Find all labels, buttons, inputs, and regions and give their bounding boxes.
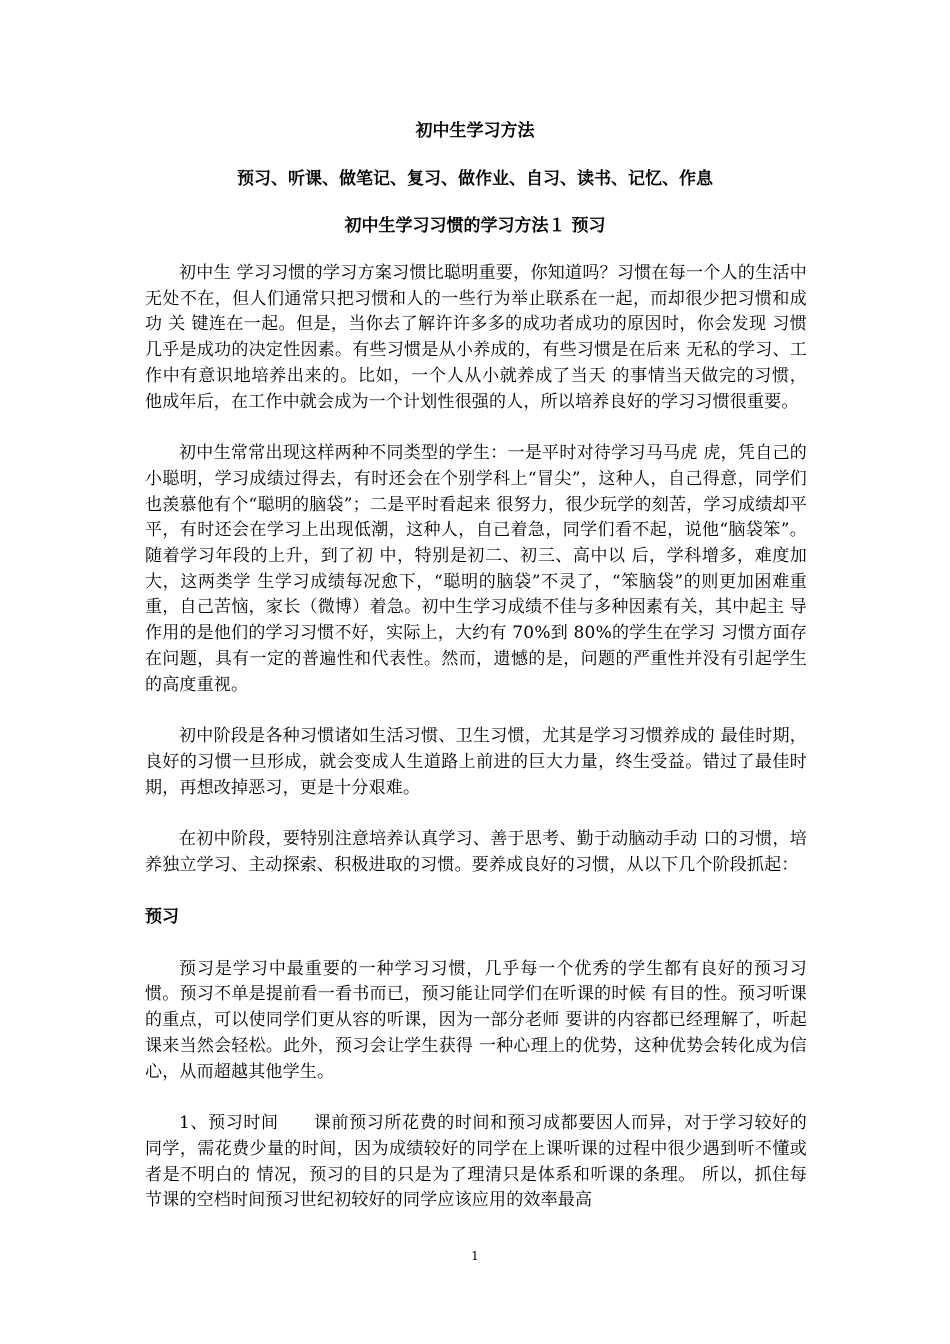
paragraph-cultivate-habits: 在初中阶段，要特别注意培养认真学习、善于思考、勤于动脑动手动 口的习惯，培养独立学习、主动探索、积极进取的习惯。要养成良好的习惯，从以下几个阶段抓起： <box>145 829 807 876</box>
paragraph-best-period: 初中阶段是各种习惯诸如生活习惯、卫生习惯，尤其是学习习惯养成的 最佳时期，良好的习惯一旦形成，就会变成人生道路上前进的巨大力量，终生受益。错过了最佳时期，再想改掉恶习，更是十分艰难。 <box>145 726 807 798</box>
paragraph-habit-importance: 初中生 学习习惯的学习方案习惯比聪明重要，你知道吗？习惯在每一个人的生活中无处不在，但人们通常只把习惯和人的一些行为举止联系在一起，而却很少把习惯和成功 关 键连在一起。但是，当你去了解许许多多的成功者成功的原因时，你会发现 习惯几乎是成功的决定性因素。有些习惯是从小养成的，有些习惯是在后来 无私的学习、工作中有意识地培养出来的。比如，一个人从小就养成了当天 的事情当天做完的习惯， 他成年后，在工作中就会成为一个计划性很强的人，所以培养良好的学习习惯很重要。 <box>145 263 807 412</box>
document-title: 初中生学习方法 <box>415 121 535 141</box>
paragraph-preview-time: 1、预习时间 课前预习所花费的时间和预习成都要因人而异，对于学习较好的同学，需花费少量的时间，因为成绩较好的同学在上课听课的过程中很少遇到听不懂或者是不明白的 情况，预习的目的只是为了理清只是体系和听课的条理。 所以，抓住每节课的空档时间预习世纪初较好的同学应该应用的效率最高 <box>145 1113 807 1211</box>
heading-preview: 预习 <box>145 906 179 927</box>
document-body <box>145 261 807 1240</box>
paragraph-student-types: 初中生常常出现这样两种不同类型的学生：一是平时对待学习马马虎 虎，凭自己的小聪明，学习成绩过得去，有时还会在个别学科上“冒尖”，这种人，自己得意，同学们也羡慕他有个“聪明的脑袋”；二是平时看起来 很努力，很少玩学的刻苦，学习成绩却平平，有时还会在学习上出现低潮，这种人，自己着急，同学们看不起，说他“脑袋笨”。随着学习年段的上升，到了初 中，特别是初二、初三、高中以 后，学科增多，难度加大，这两类学 生学习成绩每况愈下，“聪明的脑袋”不灵了，“笨脑袋”的则更加困难重 重，自己苦恼，家长（微博）着急。初中生学习成绩不佳与多种因素有关，其中起主 导作用的是他们的学习习惯不好，实际上，大约有 70%到 80%的学生在学习 习惯方面存在问题，具有一定的普遍性和代表性。然而，遗憾的是，问题的严重性并没有引起学生的高度重视。 <box>145 443 807 695</box>
paragraph-preview-intro: 预习是学习中最重要的一种学习习惯，几乎每一个优秀的学生都有良好的预习习惯。预习不单是提前看一看书而已，预习能让同学们在听课的时候 有目的性。预习听课的重点，可以使同学们更从容的听课，因为一部分老师 要讲的内容都已经理解了，听起课来当然会轻松。此外，预习会让学生获得 一种心理上的优势，这种优势会转化成为信心，从而超越其他学生。 <box>145 958 807 1082</box>
page-number: 1 <box>471 1249 479 1263</box>
section-title: 初中生学习习惯的学习方法１ 预习 <box>344 216 606 236</box>
document-subtitle: 预习、听课、做笔记、复习、做作业、自习、读书、记忆、作息 <box>237 169 713 189</box>
